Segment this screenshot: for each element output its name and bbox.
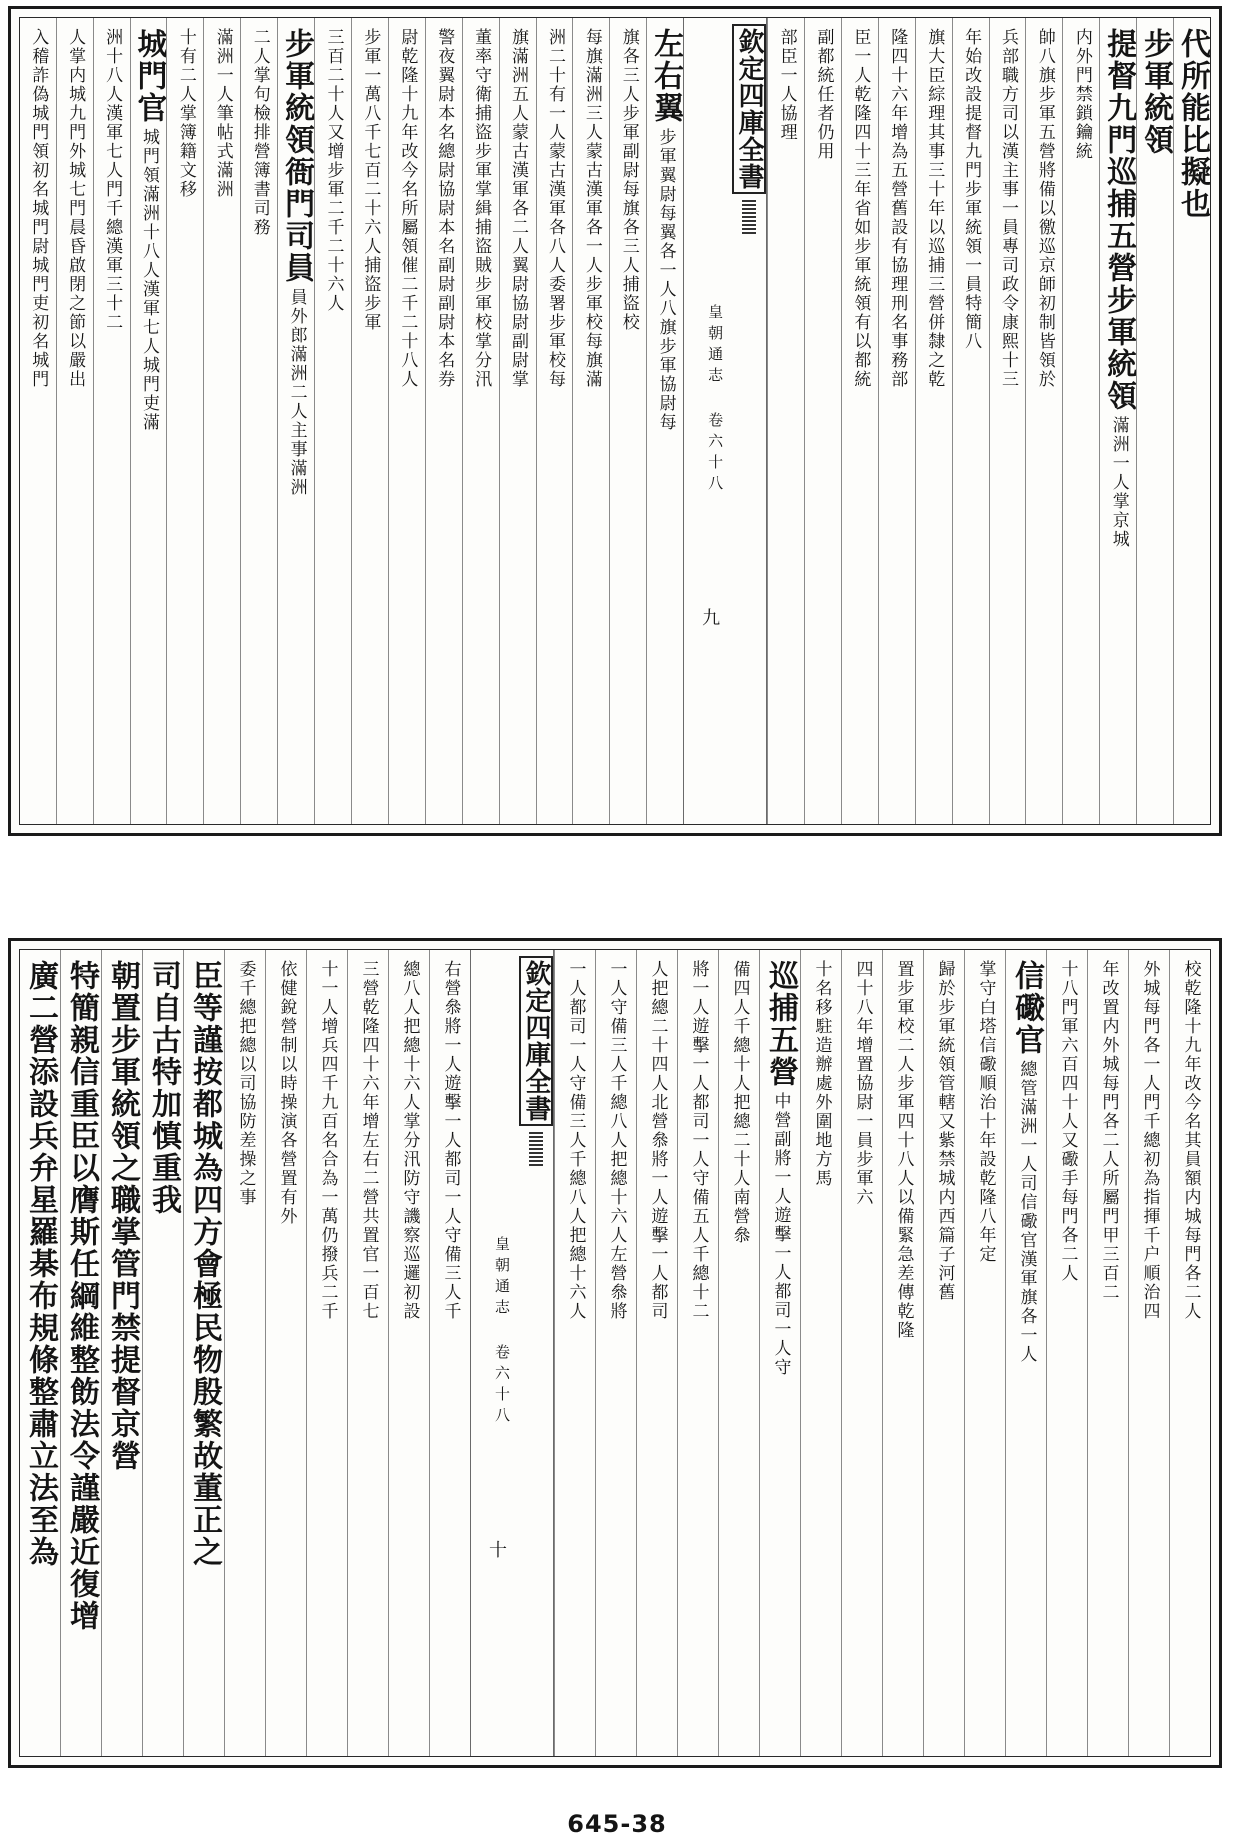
text-column xyxy=(306,950,347,1756)
annotation-text: 警夜翼尉本名總尉協尉本名副尉副尉本名券 xyxy=(434,28,455,389)
annotation-text: 掌守白塔信礮順治十年設乾隆八年定 xyxy=(975,960,996,1264)
text-column xyxy=(923,950,964,1756)
annotation-text: 帥八旗步軍五營將備以徼巡京師初制皆領於 xyxy=(1034,28,1055,389)
page-number: 645-38 xyxy=(567,1810,667,1838)
text-column xyxy=(240,18,277,824)
annotation-text: 一人守備三人千總八人把總十六人左營叅將 xyxy=(606,960,627,1321)
text-column xyxy=(499,18,536,824)
main-text: 代所能比擬也 xyxy=(1175,28,1210,220)
page-frame xyxy=(19,17,1211,825)
annotation-text: 右營叅將一人遊擊一人都司一人守備三人千 xyxy=(440,960,461,1321)
text-column xyxy=(1173,18,1210,824)
text-column xyxy=(166,18,203,824)
text-column xyxy=(224,950,265,1756)
annotation-text: 委千總把總以司協防差操之事 xyxy=(235,960,256,1207)
annotation-text: 旗各三人步軍副尉每旗各三人捕盜校 xyxy=(618,28,639,332)
text-columns xyxy=(20,950,1210,1756)
annotation-text: 内外門禁鎖鑰統 xyxy=(1071,28,1092,161)
text-column xyxy=(1046,950,1087,1756)
text-column xyxy=(20,950,60,1756)
section-heading: 提督九門巡捕五營步軍統領 xyxy=(1101,28,1137,412)
annotation-text: 每旗滿洲三人蒙古漢軍各一人步軍校每旗滿 xyxy=(581,28,602,389)
text-column xyxy=(1169,950,1210,1756)
text-column xyxy=(878,18,915,824)
text-column xyxy=(56,18,93,824)
annotation-text: 步軍一萬八千七百二十六人捕盜步軍 xyxy=(360,28,381,332)
text-column xyxy=(609,18,646,824)
annotation-text: 部臣一人協理 xyxy=(776,28,797,142)
annotation-text: 依健銳營制以時操演各營置有外 xyxy=(276,960,297,1226)
annotation-text: 備四人千總十人把總二十人南營叅 xyxy=(729,960,750,1245)
annotation-text: 臣一人乾隆四十三年省如步軍統領有以都統 xyxy=(850,28,871,389)
text-column xyxy=(572,18,609,824)
text-column xyxy=(20,18,56,824)
annotation-text: 一人都司一人守備三人千總八人把總十六人 xyxy=(565,960,586,1321)
text-column xyxy=(142,950,183,1756)
text-column xyxy=(841,950,882,1756)
annotation-text: 將一人遊擊一人都司一人守備五人千總十二 xyxy=(688,960,709,1321)
text-column xyxy=(964,950,1005,1756)
text-column xyxy=(314,18,351,824)
annotation-text: 三營乾隆四十六年增左右二營共置官一百七 xyxy=(358,960,379,1321)
annotation-text: 歸於步軍統領管轄又紫禁城内西篇子河舊 xyxy=(934,960,955,1302)
text-column xyxy=(677,950,718,1756)
text-column xyxy=(636,950,677,1756)
running-title: 皇朝通志 卷六十八 xyxy=(706,304,725,496)
text-column xyxy=(203,18,240,824)
text-column xyxy=(536,18,573,824)
text-column xyxy=(1062,18,1099,824)
text-columns xyxy=(20,18,1210,824)
center-gutter xyxy=(683,18,767,824)
text-column xyxy=(882,950,923,1756)
text-column xyxy=(841,18,878,824)
text-column xyxy=(93,18,130,824)
annotation-text: 總八人把總十六人掌分汛防守譏察巡邏初設 xyxy=(399,960,420,1321)
page-frame xyxy=(19,949,1211,1757)
annotation-text: 滿洲一人掌京城 xyxy=(1108,416,1129,549)
annotation-text: 人掌内城九門外城七門晨昏啟閉之節以嚴出 xyxy=(65,28,86,389)
text-column xyxy=(718,950,759,1756)
text-column xyxy=(101,950,142,1756)
annotation-text: 三百二十人又增步軍二千二十六人 xyxy=(323,28,344,313)
annotation-text: 四十八年增置協尉一員步軍六 xyxy=(852,960,873,1207)
book-title: 欽定四庫全書 xyxy=(732,24,766,194)
text-column xyxy=(1099,18,1136,824)
section-heading: 信礮官 xyxy=(1009,960,1044,1056)
text-column xyxy=(1136,18,1173,824)
annotation-text: 二人掌句檢排營簿書司務 xyxy=(249,28,270,237)
annotation-text: 董率守衛捕盜步軍掌緝捕盜賊步軍校掌分汛 xyxy=(471,28,492,389)
section-heading: 巡捕五營 xyxy=(763,960,798,1088)
text-column xyxy=(554,950,595,1756)
annotation-text: 年改置内外城每門各二人所屬門甲三百二 xyxy=(1098,960,1119,1302)
section-heading: 步軍統領衙門司員 xyxy=(279,28,315,284)
annotation-text: 旗大臣綜理其事三十年以巡捕三營併隸之乾 xyxy=(924,28,945,389)
annotation-text: 滿洲一人筆帖式滿洲 xyxy=(212,28,233,199)
main-text: 臣等謹按都城為四方會極民物殷繁故董正之 xyxy=(187,960,222,1568)
text-column xyxy=(1025,18,1062,824)
text-column xyxy=(595,950,636,1756)
main-text: 朝置步軍統領之職掌管門禁提督京營 xyxy=(105,960,140,1472)
annotation-text: 置步軍校二人步軍四十八人以備緊急差傳乾隆 xyxy=(893,960,914,1340)
annotation-text: 尉乾隆十九年改今名所屬領催二千二十八人 xyxy=(397,28,418,389)
text-column xyxy=(915,18,952,824)
annotation-text: 員外郎滿洲二人主事滿洲 xyxy=(286,288,307,497)
text-column xyxy=(1128,950,1169,1756)
text-column xyxy=(989,18,1026,824)
fishtail-mark-icon xyxy=(740,198,758,234)
text-column xyxy=(952,18,989,824)
annotation-text: 洲十八人漢軍七人門千總漢軍三十二 xyxy=(102,28,123,332)
main-text: 廣二營添設兵弁星羅棊布規條整肅立法至為 xyxy=(23,960,58,1568)
text-column xyxy=(767,18,804,824)
annotation-text: 十八門軍六百四十人又礮手每門各二人 xyxy=(1057,960,1078,1283)
text-column xyxy=(759,950,800,1756)
annotation-text: 步軍翼尉每翼各一人八旗步軍協尉每 xyxy=(655,128,676,432)
text-column xyxy=(347,950,388,1756)
text-column xyxy=(60,950,101,1756)
text-column xyxy=(425,18,462,824)
annotation-text: 城門領滿洲十八人漢軍七人城門吏滿 xyxy=(138,128,159,432)
annotation-text: 校乾隆十九年改今名其員額内城每門各二人 xyxy=(1180,960,1201,1321)
section-heading: 左右翼 xyxy=(648,28,684,124)
text-column xyxy=(277,18,314,824)
annotation-text: 十有二人掌簿籍文移 xyxy=(175,28,196,199)
annotation-text: 外城每門各一人門千總初為指揮千户順治四 xyxy=(1139,960,1160,1321)
text-column xyxy=(388,18,425,824)
page-bottom xyxy=(8,938,1222,1768)
annotation-text: 副都統任者仍用 xyxy=(813,28,834,161)
text-column xyxy=(804,18,841,824)
text-column xyxy=(265,950,306,1756)
center-gutter xyxy=(470,950,554,1756)
annotation-text: 洲二十有一人蒙古漢軍各八人委署步軍校每 xyxy=(544,28,565,389)
annotation-text: 十一人增兵四千九百名合為一萬仍撥兵二千 xyxy=(317,960,338,1321)
annotation-text: 隆四十六年增為五營舊設有協理刑名事務部 xyxy=(887,28,908,389)
annotation-text: 總管滿洲一人司信礮官漢軍旗各一人 xyxy=(1016,1060,1037,1364)
text-column xyxy=(462,18,499,824)
folio-number: 九 xyxy=(699,608,721,626)
text-column xyxy=(130,18,167,824)
text-column xyxy=(351,18,388,824)
annotation-text: 人把總二十四人北營叅將一人遊擊一人都司 xyxy=(647,960,668,1321)
folio-number: 十 xyxy=(486,1540,507,1558)
annotation-text: 十名移駐造辦處外圍地方馬 xyxy=(811,960,832,1188)
fishtail-mark-icon xyxy=(527,1130,545,1166)
annotation-text: 兵部職方司以漢主事一員專司政令康熙十三 xyxy=(998,28,1019,389)
page-top xyxy=(8,6,1222,836)
text-column xyxy=(646,18,683,824)
book-title: 欽定四庫全書 xyxy=(519,956,553,1126)
main-text: 司自古特加慎重我 xyxy=(146,960,181,1216)
text-column xyxy=(1087,950,1128,1756)
text-column xyxy=(800,950,841,1756)
running-title: 皇朝通志 卷六十八 xyxy=(493,1236,511,1428)
section-heading: 城門官 xyxy=(131,28,167,124)
main-text: 特簡親信重臣以膺斯任綱維整飭法令謹嚴近復增 xyxy=(64,960,99,1632)
annotation-text: 年始改設提督九門步軍統領一員特簡八 xyxy=(961,28,982,351)
annotation-text: 旗滿洲五人蒙古漢軍各二人翼尉協尉副尉掌 xyxy=(508,28,529,389)
text-column xyxy=(388,950,429,1756)
text-column xyxy=(429,950,470,1756)
text-column xyxy=(1005,950,1046,1756)
annotation-text: 入稽詐偽城門領初名城門尉城門吏初名城門 xyxy=(28,28,49,389)
main-text: 步軍統領 xyxy=(1138,28,1174,156)
annotation-text: 中營副將一人遊擊一人都司一人守 xyxy=(770,1092,791,1377)
text-column xyxy=(183,950,224,1756)
